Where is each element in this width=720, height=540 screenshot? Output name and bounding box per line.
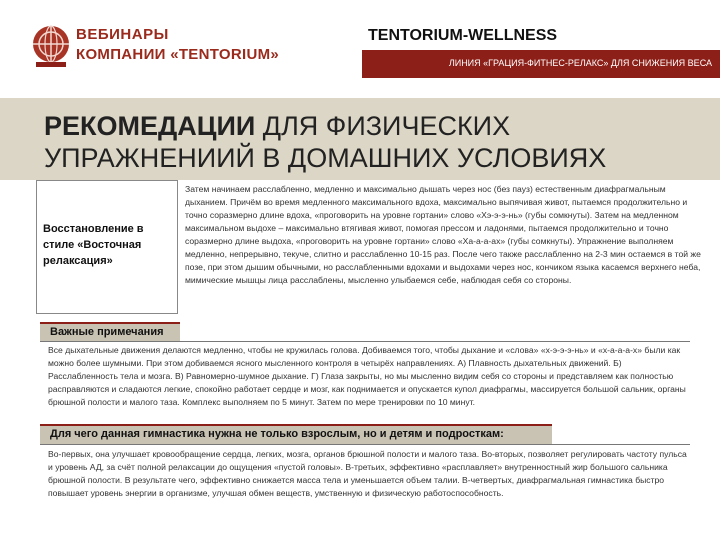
tagline: ЛИНИЯ «ГРАЦИЯ-ФИТНЕС-РЕЛАКС» ДЛЯ СНИЖЕНИЯ ВЕСА xyxy=(448,58,712,68)
section-label-box xyxy=(36,180,178,314)
why-text: Во-первых, она улучшает кровообращение сердца, легких, мозга, органов брюшной полости и малого таза. Во-вторых, позволяет регулировать частоту пульса и уровень АД, за счёт полной релаксации до ощущения «пустой головы». В-третьих, эффективно «расплавляет» внутренностный жир большого сальника брюшной полости. В результате чего, эффективно снижается масса тела и уменьшается объем талии. В-четвертых, диафрагмальная гимнастика быстро повышает уровень энергии в организме, улучшая обмен веществ, умственную и физическую работоспособность. xyxy=(48,449,687,498)
logo-line-1: ВЕБИНАРЫ xyxy=(76,26,169,43)
page-title xyxy=(44,110,606,174)
notes-heading-bar xyxy=(40,322,180,342)
why-heading: Для чего данная гимнастика нужна не только взрослым, но и детям и подросткам: xyxy=(50,428,504,440)
why-heading-bar xyxy=(40,424,552,444)
logo-line-2: КОМПАНИИ «TENTORIUM» xyxy=(76,46,280,63)
notes-text: Все дыхательные движения делаются медленно, чтобы не кружилась голова. Добиваемся того, чтобы дыхание и «слова» «х-э-э-э-нь» и «х-а-а-а-х» были как можно более шумными. При этом добиваемся ясного мысленного контроля в четырёх направлениях. А) Плавность дыхательных движений. Б) Расслабленность тела и мозга. В) Равномерно-шумное дыхание. Г) Глаза закрыты, но мы мысленно видим себя со стороны и представляем как полностью расправляются и сладаются легкие, спокойно работает сердце и мозг, как поднимается и опускается купол диафрагмы, массируется большой сальник, органы брюшной полости и малого таза. Комплекс выполняем по 5 минут. Затем по мере тренировки по 10 минут. xyxy=(48,345,686,407)
divider xyxy=(40,444,690,445)
restoration-text: Затем начинаем расслабленно, медленно и максимально дышать через нос (без пауз) естественным диафрагмальным дыханием. Причём во время медленного максимального вдоха, максимально выпячивая живот, пытаемся продолжительно и точно соразмерно длине вдоха, «проговорить на уровне гортани» слово «Хэ-э-э-нь» (губы сомкнуты). Затем на медленном максимальном выдохе – максимально втягивая живот, помогая прессом и ладонями, пытаемся продолжительно и точно соразмерно длине выдоха, «проговорить на уровне гортани» слово «Ха-а-а-ах» (губы сомкнуты). Упражнение выполняем медленно, непрерывно, текуче, слитно и расслабленно 10-15 раз. После чего также расслабленно на 2-3 мин остаемся в той же позе, при этом дышим обычными, но расслабленными вдохами и выдохами через нос, кончиком языка касаемся верхнего неба, мимические мышцы лица расслаблены, мысленно улыбаемся себе, наблюдая себя со стороны. xyxy=(185,184,701,285)
section-label: Восстановление в стиле «Восточная релаксация» xyxy=(43,223,144,267)
globe-logo-icon xyxy=(30,22,72,70)
company-logo xyxy=(30,22,280,74)
title-line-2: УПРАЖНЕНИИЙ В ДОМАШНИХ УСЛОВИЯХ xyxy=(44,143,607,173)
title-bold: РЕКОМЕДАЦИИ xyxy=(44,111,256,141)
title-rest: ДЛЯ ФИЗИЧЕСКИХ xyxy=(262,111,511,141)
divider xyxy=(40,341,690,342)
header-bar xyxy=(362,50,720,78)
brand-name: TENTORIUM-WELLNESS xyxy=(368,27,558,44)
notes-heading: Важные примечания xyxy=(50,326,164,338)
